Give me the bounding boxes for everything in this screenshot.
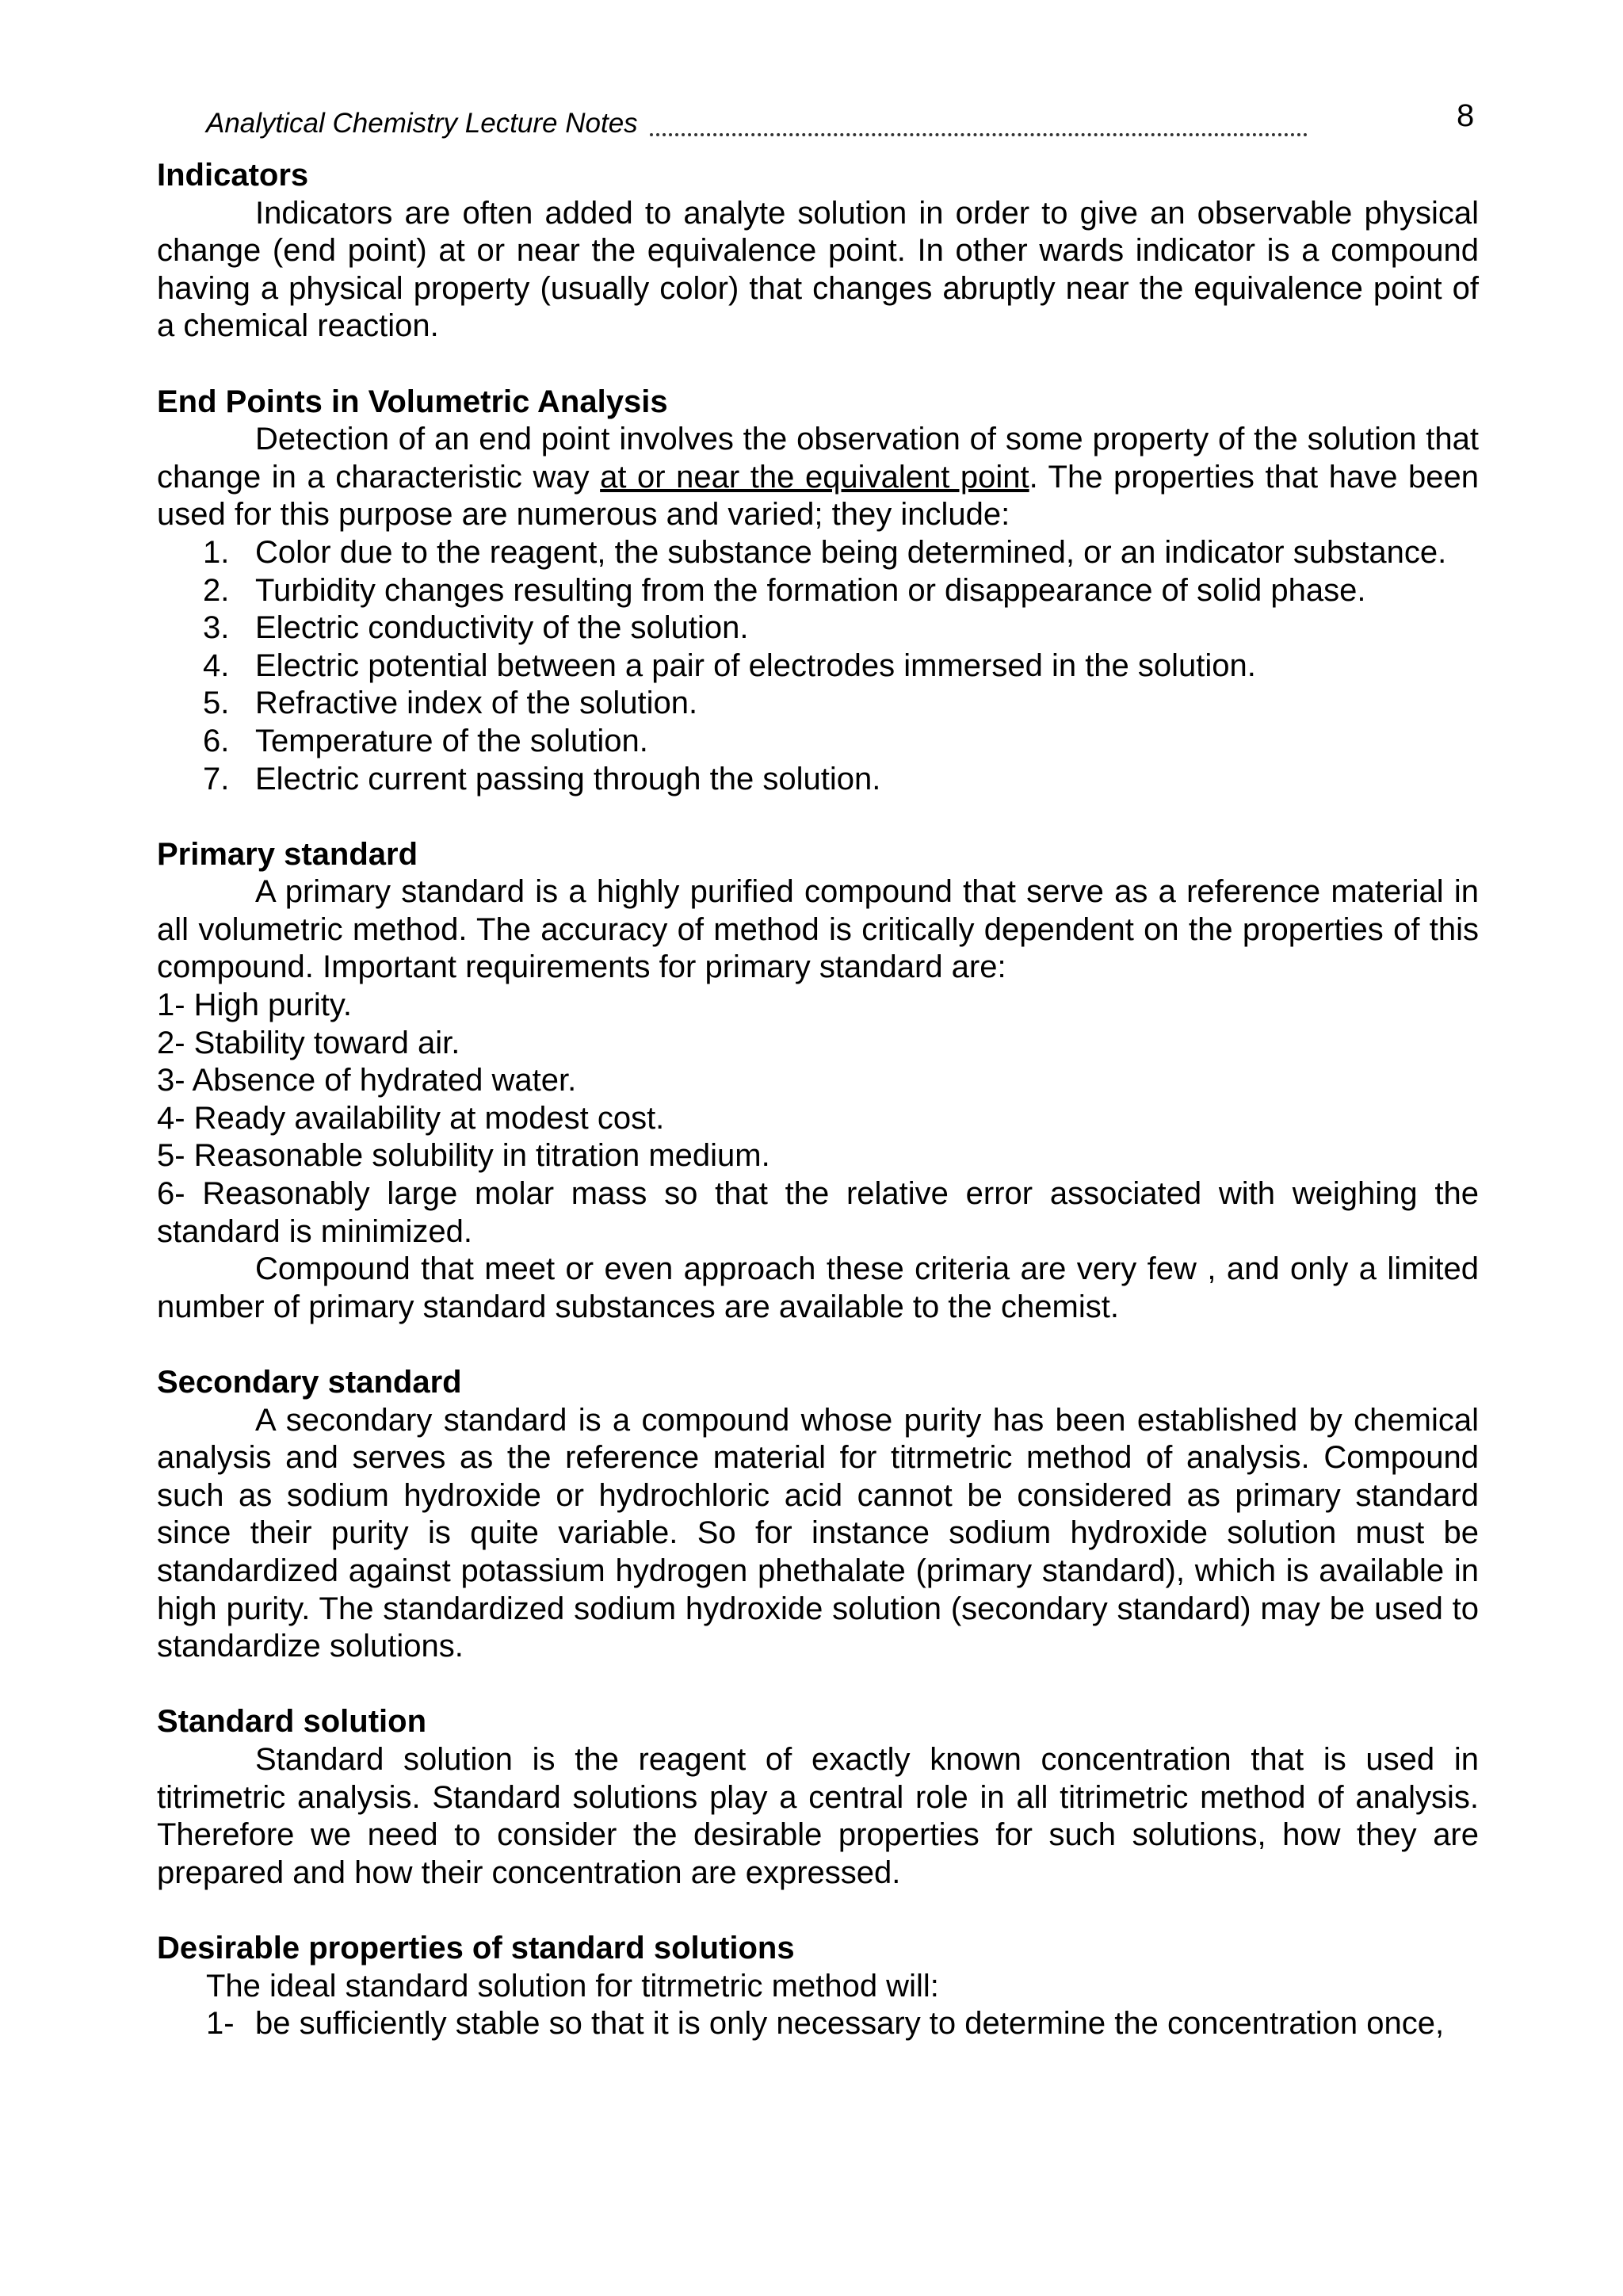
primary-standard-heading: Primary standard [157, 836, 418, 872]
end-points-heading: End Points in Volumetric Analysis [157, 384, 668, 419]
list-item-number: 1- [206, 2006, 235, 2042]
requirement-item: 5- Reasonable solubility in titration medium. [157, 1138, 770, 1174]
list-item-text: Color due to the reagent, the substance being determined, or an indicator substance. [255, 534, 1447, 570]
standard-solution-heading: Standard solution [157, 1704, 426, 1740]
requirement-item: 2- Stability toward air. [157, 1025, 460, 1060]
list-item-text: be sufficiently stable so that it is only necessary to determine the concentration once, [255, 2006, 1445, 2042]
list-item-text: Refractive index of the solution. [255, 686, 698, 721]
list-item-number: 5. [203, 686, 230, 721]
primary-standard-closing: Compound that meet or even approach these criteria are very few , and only a limited number of primary standard substances are available to the chemist. [157, 1251, 1479, 1324]
section-spacer [157, 1892, 1479, 1930]
list-item [157, 572, 1479, 610]
requirement-item: 1- High purity. [157, 988, 353, 1023]
list-item-text: Electric potential between a pair of electrodes immersed in the solution. [255, 648, 1256, 683]
requirement-item: 4- Ready availability at modest cost. [157, 1100, 665, 1136]
page-number: 8 [1457, 98, 1475, 133]
running-header-title: Analytical Chemistry Lecture Notes [206, 108, 638, 139]
list-item-number: 7. [203, 761, 230, 797]
page-content [157, 157, 1479, 2043]
list-item [157, 723, 1479, 761]
desirable-properties-intro: The ideal standard solution for titrmetric method will: [206, 1968, 939, 2004]
list-item [157, 685, 1479, 723]
list-item [157, 609, 1479, 648]
list-item [157, 761, 1479, 799]
list-item [157, 648, 1479, 686]
requirement-item: 3- Absence of hydrated water. [157, 1063, 577, 1098]
indicators-paragraph: Indicators are often added to analyte solution in order to give an observable physical change (end point) at or near the equivalence point. In other wards indicator is a compound having a physical property (usually color) that changes abruptly near the equivalence point of a chemical reaction. [157, 195, 1479, 344]
secondary-standard-paragraph: A secondary standard is a compound whose purity has been established by chemical analysis and serves as the reference material for titrmetric method of analysis. Compound such as sodium hydroxide or hydrochloric acid cannot be considered as primary standard since their purity is quite variable. So for instance sodium hydroxide solution must be standardized against potassium hydrogen phethalate (primary standard), which is available in high purity. The standardized sodium hydroxide solution (secondary standard) may be used to standardize solutions. [157, 1402, 1479, 1664]
list-item-number: 6. [203, 723, 230, 758]
primary-standard-paragraph: A primary standard is a highly purified compound that serve as a reference material in all volumetric method. The accuracy of method is critically dependent on the properties of this compound. Important requirements for primary standard are: [157, 874, 1479, 985]
list-item-text: Turbidity changes resulting from the formation or disappearance of solid phase. [255, 572, 1366, 608]
section-spacer [157, 1326, 1479, 1364]
end-points-text-before: Detection of an end point involves the observation of some property of the solution that change in a characteristic way [157, 422, 1479, 495]
header-dotted-leader [650, 117, 1308, 136]
section-spacer [157, 346, 1479, 384]
section-spacer [157, 1666, 1479, 1704]
section-spacer [157, 798, 1479, 836]
secondary-standard-heading: Secondary standard [157, 1365, 462, 1400]
list-item-text: Electric current passing through the solution. [255, 761, 881, 797]
list-item [157, 534, 1479, 572]
standard-solution-paragraph: Standard solution is the reagent of exactly known concentration that is used in titrimetric analysis. Standard solutions play a central role in all titrimetric method of analysis. Therefore we need to consider the desirable properties for such solutions, how they are prepared and how their concentration are expressed. [157, 1741, 1479, 1890]
list-item-number: 3. [203, 610, 230, 646]
list-item-text: Temperature of the solution. [255, 723, 648, 758]
end-points-paragraph [157, 421, 1479, 534]
end-points-underlined-phrase: at or near the equivalent point [600, 459, 1029, 495]
list-item-number: 1. [203, 534, 230, 570]
requirement-item: 6- Reasonably large molar mass so that the relative error associated with weighing the standard is minimized. [157, 1176, 1479, 1249]
list-item-number: 2. [203, 572, 230, 608]
desirable-properties-heading: Desirable properties of standard solutions [157, 1930, 795, 1966]
end-point-properties-list [157, 534, 1479, 798]
end-points-text-after: . The properties that have been used for this purpose are numerous and varied; they include: [157, 459, 1480, 533]
list-item-number: 4. [203, 648, 230, 683]
list-item [157, 2005, 1479, 2043]
list-item-text: Electric conductivity of the solution. [255, 610, 749, 646]
indicators-heading: Indicators [157, 158, 309, 193]
